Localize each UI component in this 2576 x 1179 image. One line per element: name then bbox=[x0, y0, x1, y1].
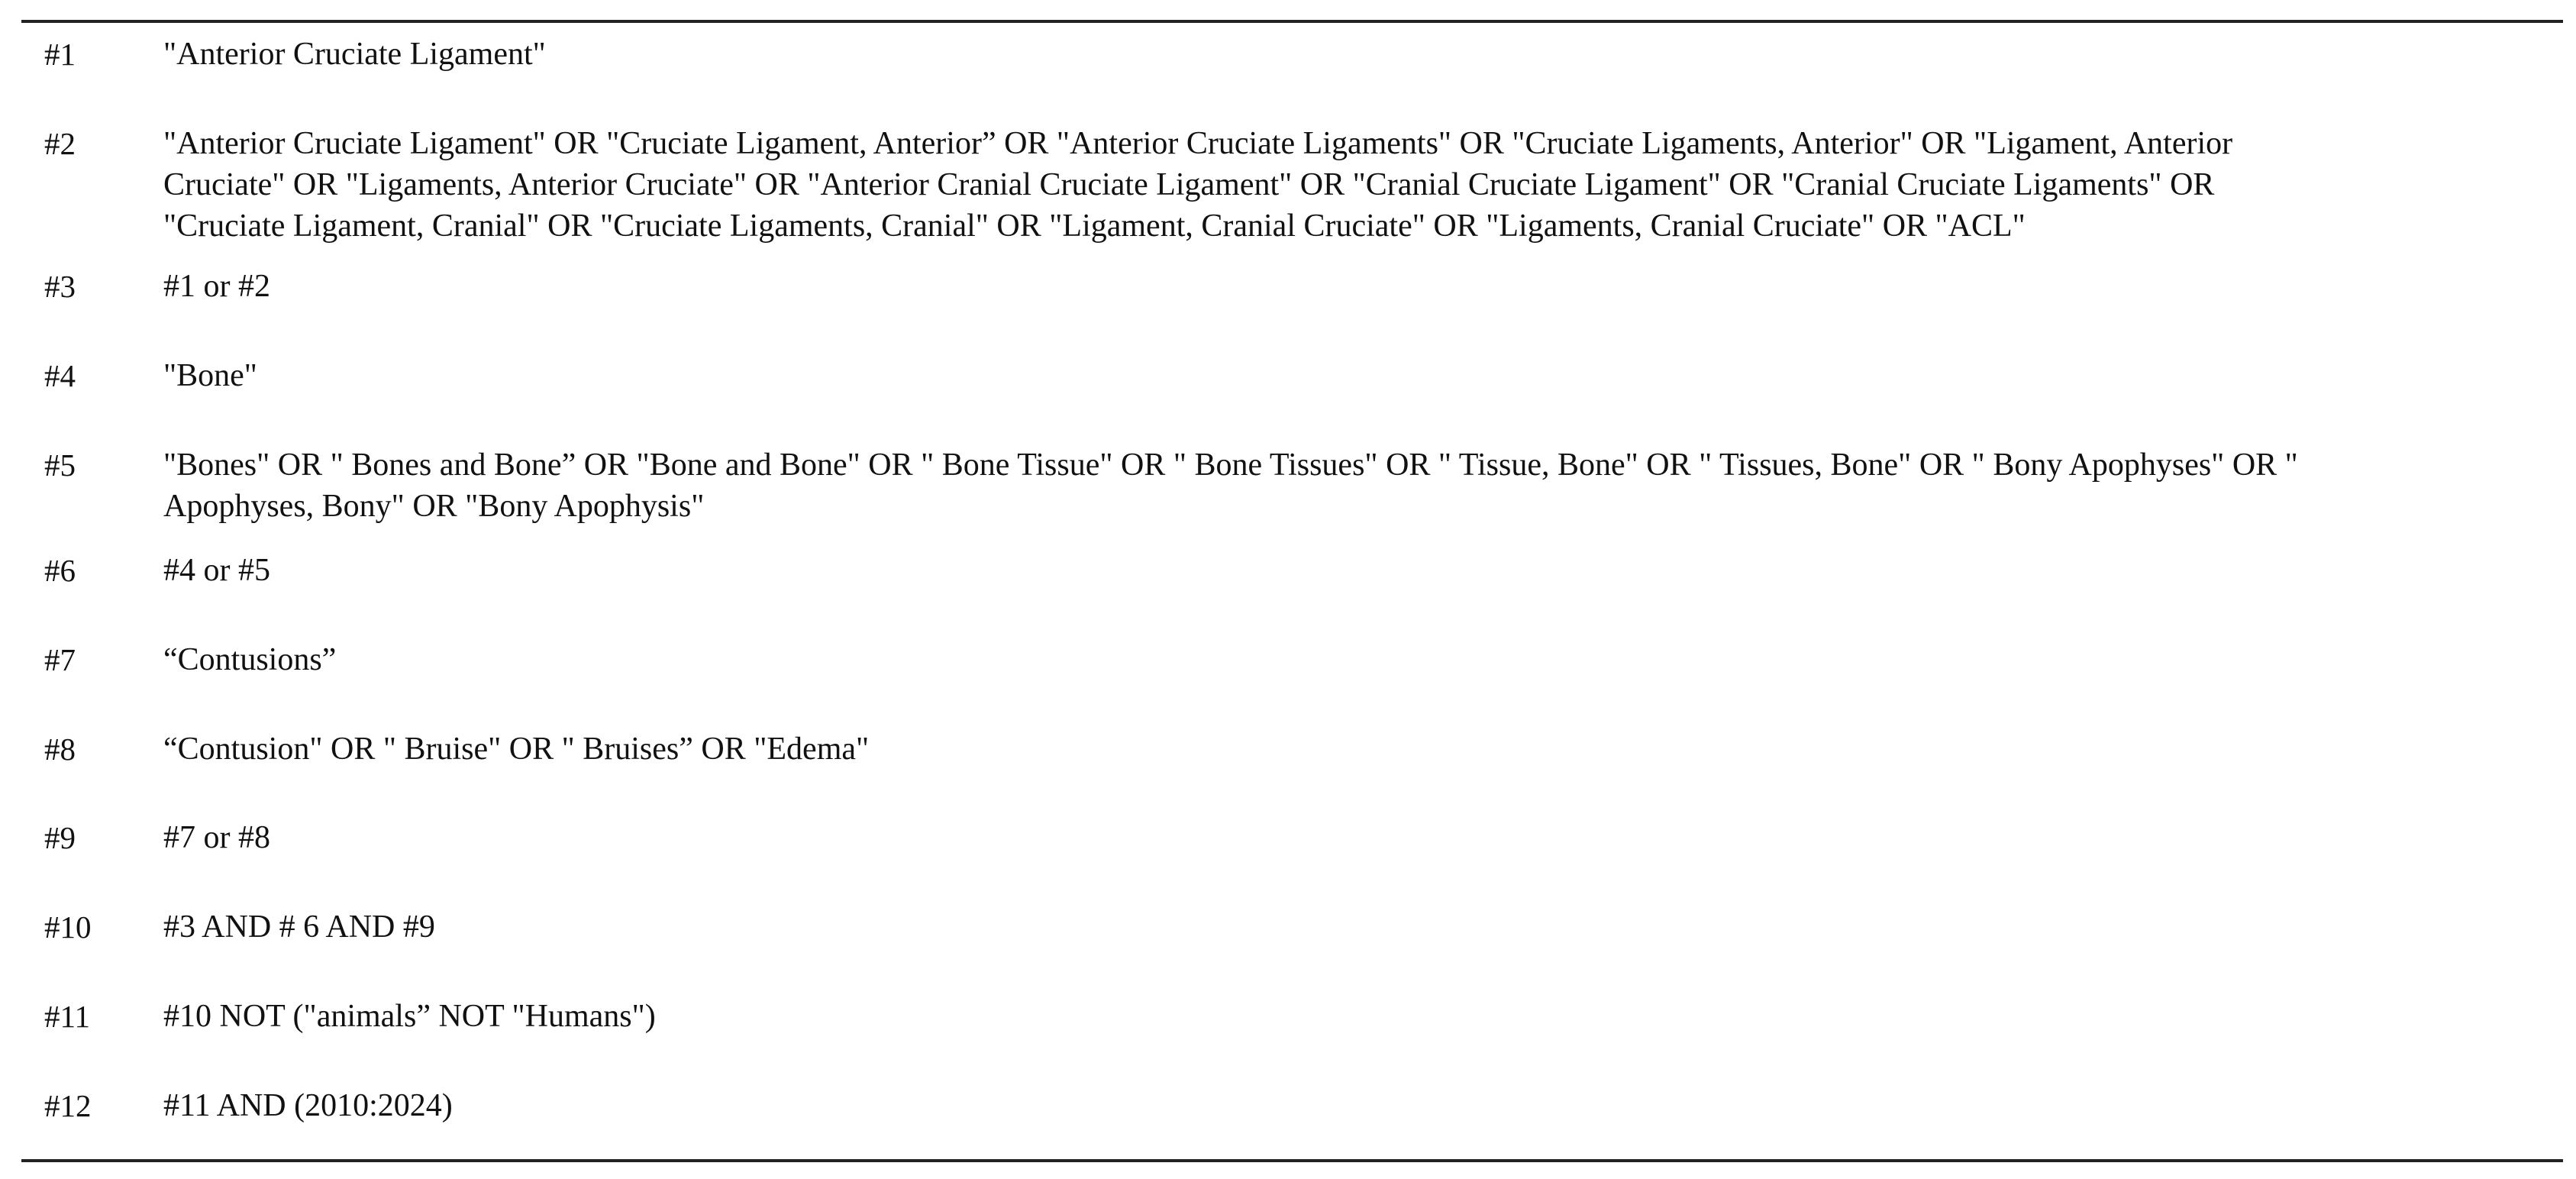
query-line: Cruciate" OR "Ligaments, Anterior Cruciate" OR "Anterior Cranial Cruciate Ligament" OR "Cranial Cruciate Ligament" OR "Cranial Cruciate Ligaments" OR bbox=[163, 167, 2215, 202]
search-query bbox=[163, 728, 2561, 770]
search-query bbox=[163, 906, 2561, 948]
query-line: “Contusion" OR " Bruise" OR " Bruises” OR "Edema" bbox=[163, 732, 870, 767]
query-line: "Anterior Cruciate Ligament" bbox=[163, 37, 546, 72]
query-line: #4 or #5 bbox=[163, 553, 270, 588]
search-query bbox=[163, 355, 2561, 396]
search-strategy-table bbox=[21, 20, 2563, 1162]
step-number: #5 bbox=[44, 447, 76, 483]
step-number: #1 bbox=[44, 37, 76, 72]
query-line: "Bone" bbox=[163, 358, 257, 393]
step-number: #4 bbox=[44, 358, 76, 393]
search-query bbox=[163, 123, 2561, 247]
search-query bbox=[163, 34, 2561, 75]
query-line: #11 AND (2010:2024) bbox=[163, 1088, 453, 1123]
step-number: #3 bbox=[44, 269, 76, 304]
query-line: "Anterior Cruciate Ligament" OR "Cruciate Ligament, Anterior” OR "Anterior Cruciate Ligaments" OR "Cruciate Ligaments, Anterior" OR "Ligament, Anterior bbox=[163, 126, 2233, 161]
query-line: #10 NOT ("animals” NOT "Humans") bbox=[163, 999, 656, 1034]
step-number: #12 bbox=[44, 1088, 92, 1123]
search-query bbox=[163, 1085, 2561, 1126]
search-query bbox=[163, 266, 2561, 307]
step-number: #7 bbox=[44, 642, 76, 677]
search-query bbox=[163, 817, 2561, 858]
step-number: #2 bbox=[44, 126, 76, 161]
search-query bbox=[163, 639, 2561, 680]
step-number: #11 bbox=[44, 999, 90, 1034]
query-line: #1 or #2 bbox=[163, 269, 270, 304]
search-query bbox=[163, 444, 2561, 527]
query-line: "Bones" OR " Bones and Bone” OR "Bone and Bone" OR " Bone Tissue" OR " Bone Tissues" OR " Tissue, Bone" OR " Tissues, Bone" OR " Bony Apophyses" OR " bbox=[163, 447, 2298, 483]
query-line: "Cruciate Ligament, Cranial" OR "Cruciate Ligaments, Cranial" OR "Ligament, Cranial Cruciate" OR "Ligaments, Cranial Cruciate" OR "ACL" bbox=[163, 208, 2026, 244]
query-line: Apophyses, Bony" OR "Bony Apophysis" bbox=[163, 489, 705, 524]
query-line: #7 or #8 bbox=[163, 820, 270, 855]
step-number: #6 bbox=[44, 553, 76, 588]
search-query bbox=[163, 996, 2561, 1037]
search-query bbox=[163, 550, 2561, 591]
query-line: “Contusions” bbox=[163, 642, 337, 677]
step-number: #10 bbox=[44, 909, 92, 945]
step-number: #9 bbox=[44, 820, 76, 855]
step-number: #8 bbox=[44, 732, 76, 767]
query-line: #3 AND # 6 AND #9 bbox=[163, 909, 435, 945]
